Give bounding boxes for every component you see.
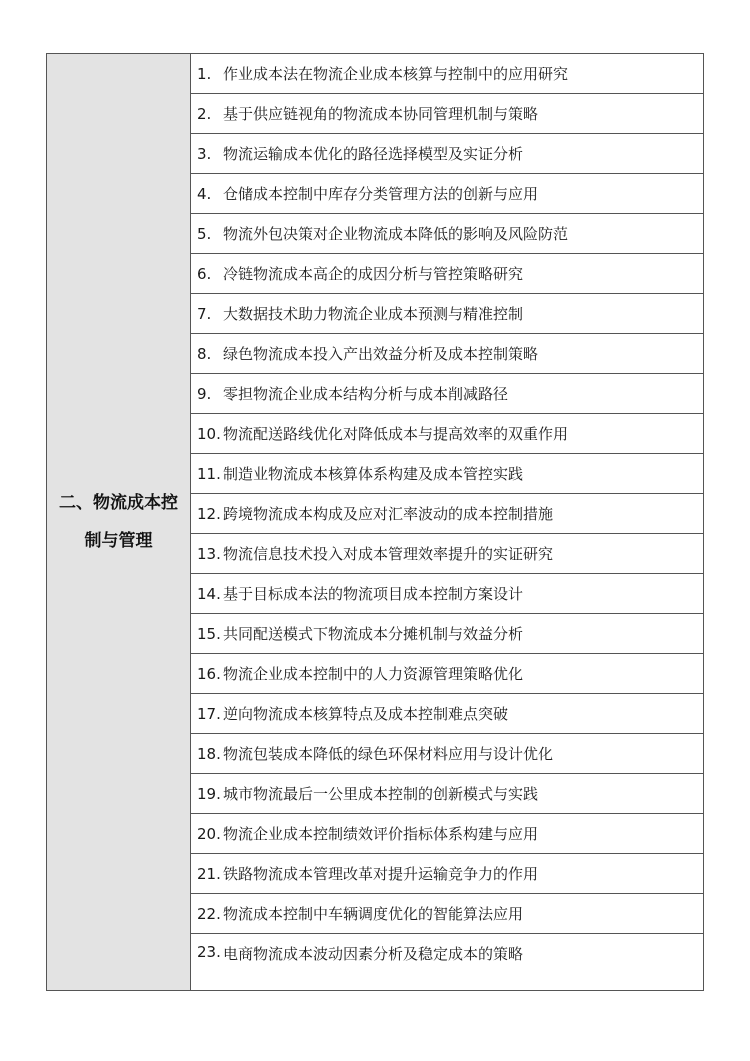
topic-title: 物流成本控制中车辆调度优化的智能算法应用 (223, 905, 524, 923)
topic-number: 6. (197, 264, 212, 283)
topic-number: 5. (197, 224, 212, 243)
topic-title: 物流企业成本控制绩效评价指标体系构建与应用 (223, 825, 539, 843)
topic-table (46, 53, 704, 991)
topic-number: 13. (197, 544, 221, 563)
category-title-line1: 二、物流成本控 (59, 493, 178, 513)
topic-row (191, 94, 703, 134)
topic-number: 3. (197, 144, 212, 163)
topic-row (191, 454, 703, 494)
topic-number: 7. (197, 304, 212, 323)
topic-row (191, 134, 703, 174)
topic-number: 18. (197, 744, 221, 763)
category-title (56, 484, 182, 560)
topic-title: 基于供应链视角的物流成本协同管理机制与策略 (223, 105, 539, 123)
topic-title: 绿色物流成本投入产出效益分析及成本控制策略 (223, 345, 539, 363)
topic-number: 23. (197, 943, 221, 961)
topic-row (191, 174, 703, 214)
topic-title: 作业成本法在物流企业成本核算与控制中的应用研究 (223, 65, 569, 83)
topic-title: 物流配送路线优化对降低成本与提高效率的双重作用 (223, 425, 569, 443)
topic-number: 14. (197, 584, 221, 603)
topic-title: 物流运输成本优化的路径选择模型及实证分析 (223, 145, 524, 163)
topic-title: 冷链物流成本高企的成因分析与管控策略研究 (223, 265, 524, 283)
topic-number: 20. (197, 824, 221, 843)
topic-title: 城市物流最后一公里成本控制的创新模式与实践 (223, 785, 539, 803)
topic-title: 大数据技术助力物流企业成本预测与精准控制 (223, 305, 524, 323)
topic-row (191, 654, 703, 694)
topic-row (191, 334, 703, 374)
topic-number: 11. (197, 464, 221, 483)
topic-number: 21. (197, 864, 221, 883)
topic-row (191, 814, 703, 854)
topic-number: 9. (197, 384, 212, 403)
topic-title: 零担物流企业成本结构分析与成本削减路径 (223, 385, 509, 403)
topic-title: 制造业物流成本核算体系构建及成本管控实践 (223, 465, 524, 483)
topic-title: 基于目标成本法的物流项目成本控制方案设计 (223, 585, 524, 603)
topic-number: 10. (197, 424, 221, 443)
topic-row (191, 294, 703, 334)
topic-number: 15. (197, 624, 221, 643)
topic-row (191, 494, 703, 534)
topic-row (191, 254, 703, 294)
topic-row (191, 694, 703, 734)
topic-row (191, 894, 703, 934)
topic-row (191, 534, 703, 574)
topic-number: 19. (197, 784, 221, 803)
topic-title: 逆向物流成本核算特点及成本控制难点突破 (223, 705, 509, 723)
topic-number: 17. (197, 704, 221, 723)
topic-title: 铁路物流成本管理改革对提升运输竞争力的作用 (223, 865, 539, 883)
category-cell (47, 54, 191, 990)
topic-title: 物流信息技术投入对成本管理效率提升的实证研究 (223, 545, 554, 563)
topic-number: 1. (197, 64, 212, 83)
topic-number: 22. (197, 904, 221, 923)
topic-row (191, 54, 703, 94)
topic-row (191, 854, 703, 894)
topic-number: 12. (197, 504, 221, 523)
topic-title: 电商物流成本波动因素分析及稳定成本的策略 (223, 945, 524, 963)
topic-row (191, 574, 703, 614)
topic-row (191, 374, 703, 414)
topic-list (191, 54, 703, 990)
category-title-line2: 制与管理 (84, 531, 153, 551)
topic-title: 共同配送模式下物流成本分摊机制与效益分析 (223, 625, 524, 643)
topic-row (191, 414, 703, 454)
topic-title: 物流外包决策对企业物流成本降低的影响及风险防范 (223, 225, 569, 243)
topic-title: 物流企业成本控制中的人力资源管理策略优化 (223, 665, 524, 683)
topic-number: 16. (197, 664, 221, 683)
topic-number: 4. (197, 184, 212, 203)
topic-number: 2. (197, 104, 212, 123)
topic-title: 跨境物流成本构成及应对汇率波动的成本控制措施 (223, 505, 554, 523)
topic-row (191, 214, 703, 254)
topic-number: 8. (197, 344, 212, 363)
topic-title: 仓储成本控制中库存分类管理方法的创新与应用 (223, 185, 539, 203)
topic-title: 物流包装成本降低的绿色环保材料应用与设计优化 (223, 745, 554, 763)
topic-row (191, 774, 703, 814)
topic-row (191, 614, 703, 654)
topic-row (191, 734, 703, 774)
topic-row (191, 934, 703, 990)
